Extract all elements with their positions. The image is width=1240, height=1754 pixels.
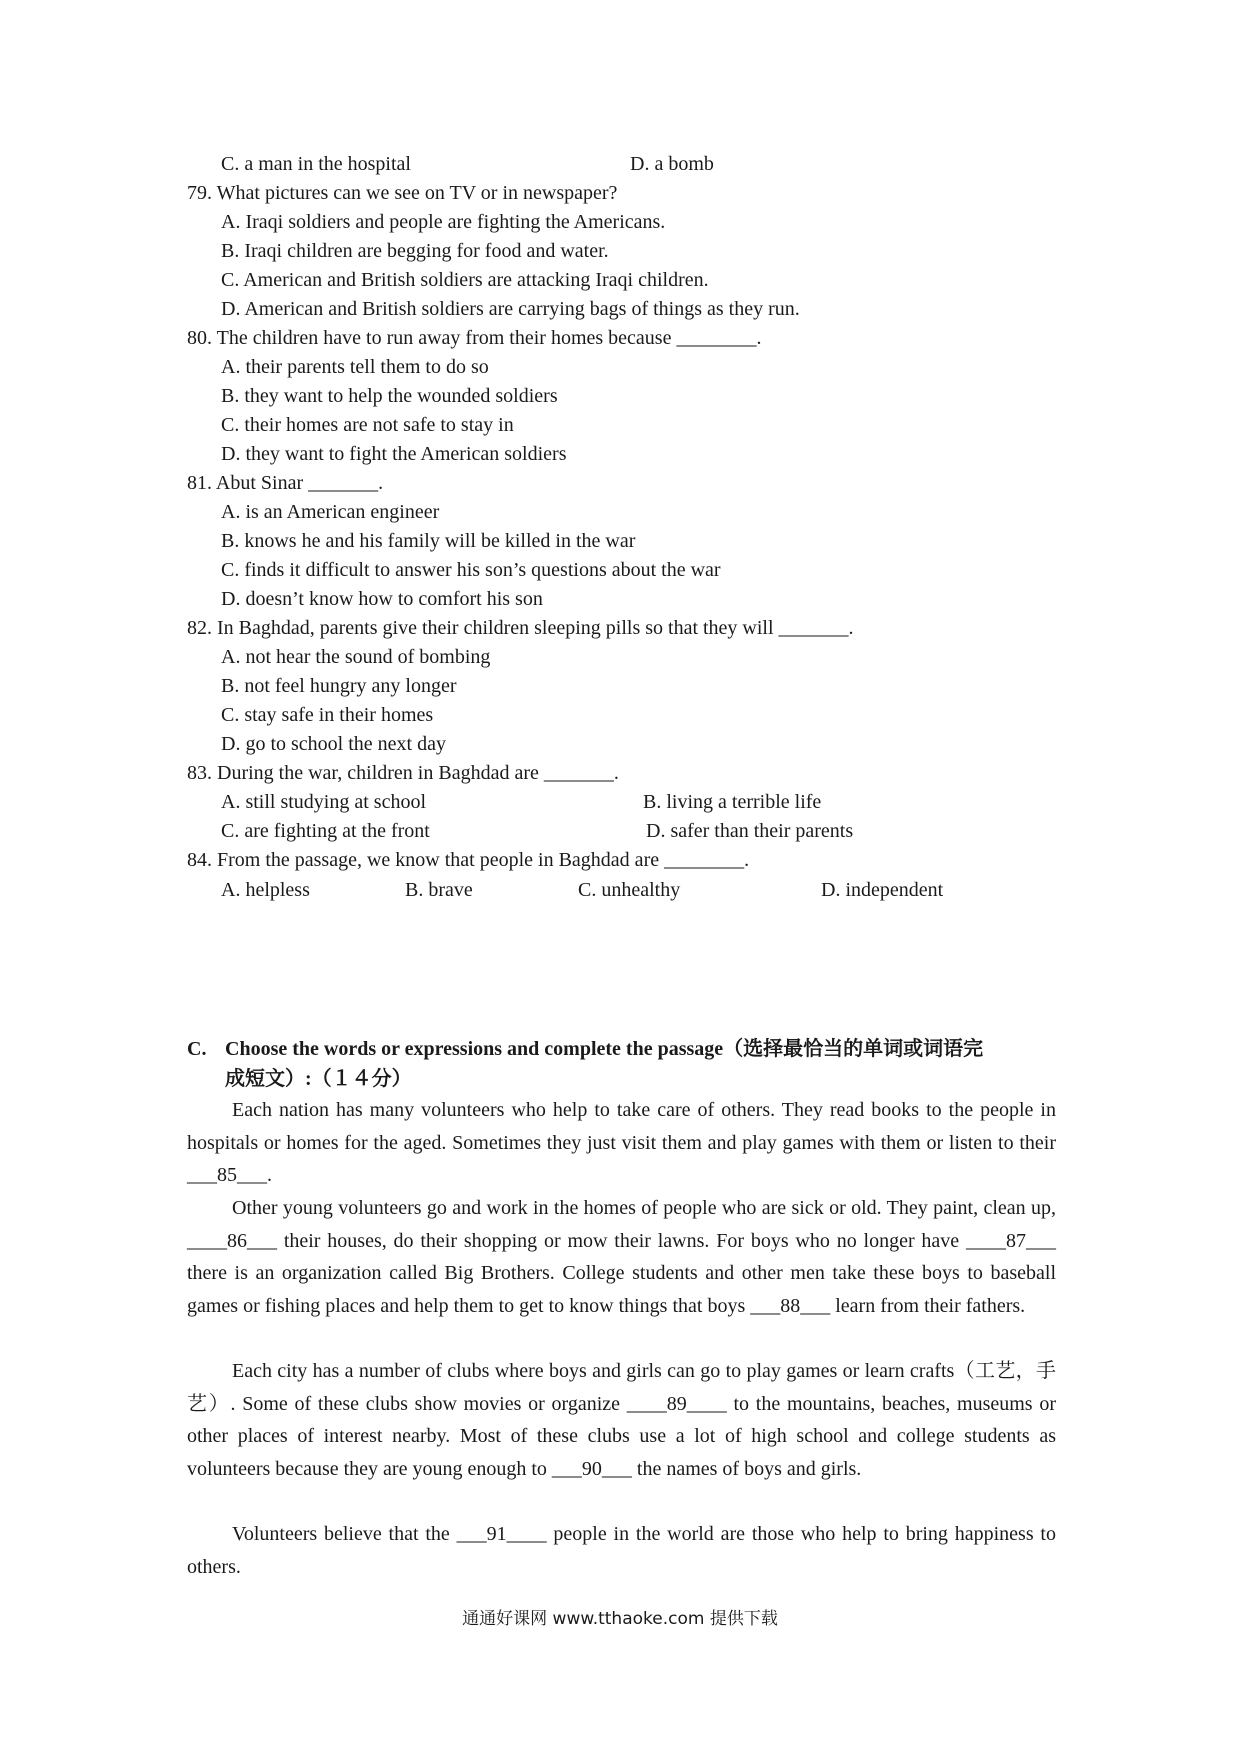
page-footer: 通通好课网 www.tthaoke.com 提供下载	[462, 1609, 778, 1629]
q83-option-d: D. safer than their parents	[646, 820, 854, 842]
q80-stem: 80. The children have to run away from their homes because ________.	[187, 327, 762, 349]
q84-option-a: A. helpless	[221, 879, 310, 901]
q84-option-c: C. unhealthy	[578, 879, 681, 901]
section-c-heading	[187, 1034, 1057, 1094]
section-c-title-line2: 成短文）:（１４分）	[225, 1068, 412, 1090]
q81-option-a: A. is an American engineer	[221, 501, 440, 523]
q79-option-a: A. Iraqi soldiers and people are fighting the Americans.	[221, 211, 666, 233]
q83-stem: 83. During the war, children in Baghdad are _______.	[187, 762, 619, 784]
q82-option-c: C. stay safe in their homes	[221, 704, 434, 726]
passage-paragraph-1: Each nation has many volunteers who help to take care of others. They read books to the people in hospitals or homes for the aged. Sometimes they just visit them and play games with them or listen to their ___85___.	[187, 1099, 1056, 1187]
q81-option-d: D. doesn’t know how to comfort his son	[221, 588, 543, 610]
q80-option-c: C. their homes are not safe to stay in	[221, 414, 514, 436]
q83-option-c: C. are fighting at the front	[221, 820, 430, 842]
q82-stem: 82. In Baghdad, parents give their children sleeping pills so that they will _______.	[187, 617, 854, 639]
q84-stem: 84. From the passage, we know that people in Baghdad are ________.	[187, 849, 750, 871]
section-c-letter: C.	[187, 1038, 207, 1060]
q83-option-a: A. still studying at school	[221, 791, 426, 813]
q79-stem: 79. What pictures can we see on TV or in newspaper?	[187, 182, 618, 204]
q82-option-d: D. go to school the next day	[221, 733, 446, 755]
q81-option-c: C. finds it difficult to answer his son’s questions about the war	[221, 559, 721, 581]
q84-option-d: D. independent	[821, 879, 944, 901]
passage-paragraph-2: Other young volunteers go and work in the homes of people who are sick or old. They paint, clean up, ____86___ their houses, do their shopping or mow their lawns. For boys who no longer have ____87___ there is an organization called Big Brothers. College students and other men take these boys to baseball games or fishing places and help them to get to know things that boys ___88___ learn from their fathers.	[187, 1197, 1056, 1317]
q80-option-a: A. their parents tell them to do so	[221, 356, 489, 378]
q80-option-d: D. they want to fight the American soldiers	[221, 443, 567, 465]
q81-option-b: B. knows he and his family will be killed in the war	[221, 530, 636, 552]
q79-option-d: D. American and British soldiers are carrying bags of things as they run.	[221, 298, 800, 320]
passage-paragraph-4: Volunteers believe that the ___91____ people in the world are those who help to bring happiness to others.	[187, 1523, 1056, 1578]
q79-option-b: B. Iraqi children are begging for food and water.	[221, 240, 609, 262]
q81-stem: 81. Abut Sinar _______.	[187, 472, 384, 494]
section-c-title-line1: Choose the words or expressions and complete the passage（选择最恰当的单词或词语完	[225, 1038, 984, 1060]
q80-option-b: B. they want to help the wounded soldiers	[221, 385, 558, 407]
q78-option-d: D. a bomb	[630, 153, 714, 175]
q82-option-b: B. not feel hungry any longer	[221, 675, 457, 697]
q78-option-c: C. a man in the hospital	[221, 153, 411, 175]
q84-option-b: B. brave	[405, 879, 473, 901]
q82-option-a: A. not hear the sound of bombing	[221, 646, 491, 668]
q79-option-c: C. American and British soldiers are attacking Iraqi children.	[221, 269, 709, 291]
q83-option-b: B. living a terrible life	[643, 791, 822, 813]
passage-paragraph-3: Each city has a number of clubs where boys and girls can go to play games or learn crafts（工艺，手艺）. Some of these clubs show movies or organize ____89____ to the mountains, beaches, museums or other places of interest nearby. Most of these clubs use a lot of high school and college students as volunteers because they are young enough to ___90___ the names of boys and girls.	[187, 1360, 1056, 1480]
